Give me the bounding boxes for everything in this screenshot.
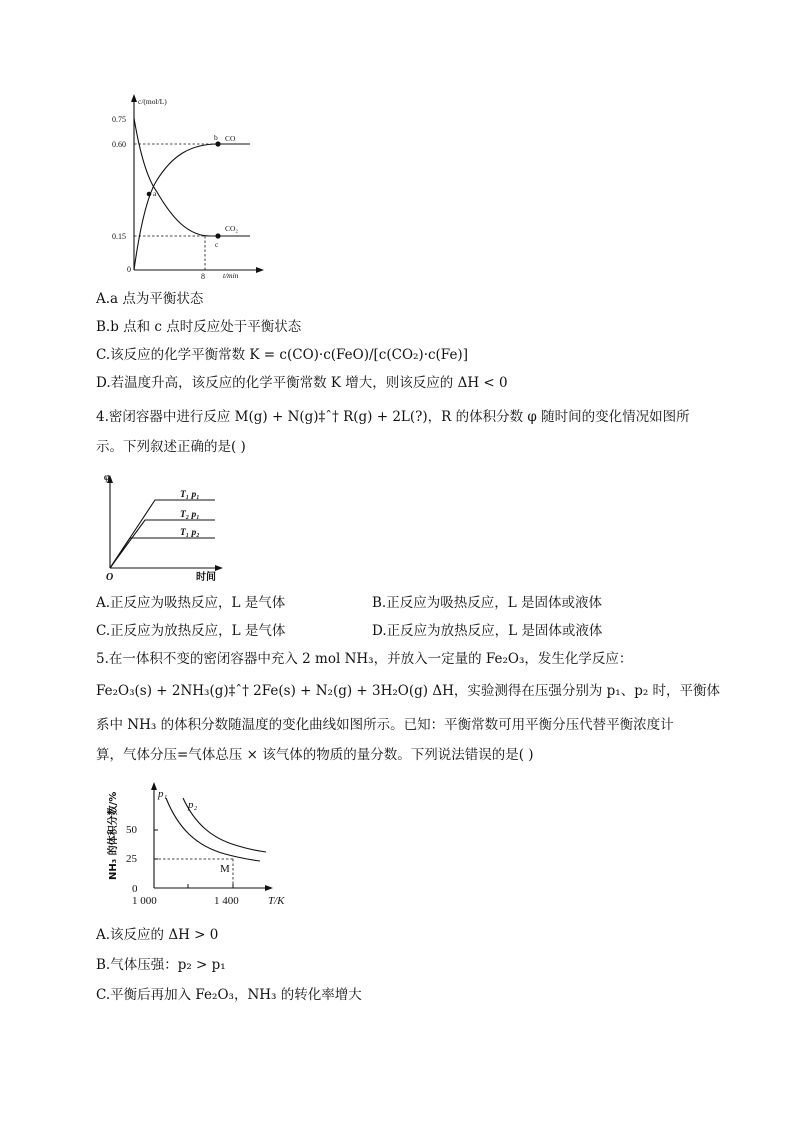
q5-ytick-0: 0	[132, 883, 138, 895]
q5-option-b: B.气体压强：p₂ > p₁	[96, 957, 226, 973]
q3-ytick-075: 0.75	[112, 115, 126, 124]
q3-concentration-chart	[110, 92, 270, 282]
q5-nh3-fraction-chart	[100, 780, 300, 914]
q4-curve-t1p2-label: T₁ p₂	[180, 528, 200, 538]
q5-xtick-1000: 1 000	[132, 895, 157, 907]
q3-x-axis-arrow	[256, 267, 264, 273]
q4-option-c: C.正反应为放热反应，L 是气体	[96, 623, 286, 639]
q4-origin-label: O	[106, 572, 114, 583]
q4-option-d: D.正反应为放热反应，L 是固体或液体	[372, 623, 603, 639]
q5-x-axis-arrow	[265, 885, 273, 891]
q4-x-label: 时间	[196, 572, 216, 583]
q4-option-b: B.正反应为吸热反应，L 是固体或液体	[372, 595, 602, 611]
q5-curve-p1-label: p₁	[158, 788, 168, 800]
q5-stem-line-3: 系中 NH₃ 的体积分数随温度的变化曲线如图所示。已知：平衡常数可用平衡分压代替平衡浓度计	[96, 717, 674, 733]
q3-y-axis-label: c/(mol/L)	[138, 97, 167, 106]
q4-stem-line-1: 4.密闭容器中进行反应 M(g) + N(g)‡ˆ† R(g) + 2L(?)，R 的体积分数 φ 随时间的变化情况如图所	[96, 409, 690, 425]
q3-point-b-label: b	[214, 133, 218, 142]
q3-point-b	[215, 141, 220, 146]
q3-point-a-label: a	[153, 189, 157, 198]
q3-ytick-015: 0.15	[112, 232, 126, 241]
q3-curve-co	[134, 144, 250, 270]
q4-x-axis-arrow	[215, 565, 223, 571]
q5-curve-p2-label: p₂	[188, 799, 198, 811]
q4-curve-t1p1-label: T₁ p₁	[180, 490, 200, 500]
q5-y-axis-arrow	[151, 782, 157, 790]
q4-volume-fraction-chart	[100, 468, 230, 586]
q3-option-d: D.若温度升高，该反应的化学平衡常数 K 增大，则该反应的 ΔH < 0	[96, 375, 508, 391]
q3-y-axis-arrow	[131, 94, 137, 102]
q5-stem-line-1: 5.在一体积不变的密闭容器中充入 2 mol NH₃，并放入一定量的 Fe₂O₃，发生化学反应：	[96, 651, 633, 667]
q3-x-axis-label: t/min	[223, 271, 239, 280]
q3-point-c	[215, 233, 220, 238]
q3-series-co2-label: CO₂	[225, 224, 239, 233]
q4-option-a: A.正反应为吸热反应，L 是气体	[96, 595, 286, 611]
q5-y-label: NH₃ 的体积分数/%	[108, 791, 119, 880]
q5-option-a: A.该反应的 ΔH > 0	[96, 927, 219, 943]
q4-stem-line-2: 示。下列叙述正确的是( )	[96, 439, 246, 455]
q5-option-c: C.平衡后再加入 Fe₂O₃，NH₃ 的转化率增大	[96, 987, 362, 1003]
q3-point-c-label: c	[215, 240, 219, 249]
q3-xtick-0: 0	[127, 265, 131, 274]
q5-stem-line-2: Fe₂O₃(s) + 2NH₃(g)‡ˆ† 2Fe(s) + N₂(g) + 3H₂O(g) ΔH，实验测得在压强分别为 p₁、p₂ 时，平衡体	[96, 683, 721, 699]
q4-curve-t1p2	[110, 538, 215, 568]
q4-y-label: φ	[104, 472, 110, 483]
q3-xtick-8: 8	[201, 272, 205, 281]
q5-point-m-label: M	[220, 863, 230, 875]
q5-stem-line-4: 算，气体分压=气体总压 × 该气体的物质的量分数。下列说法错误的是( )	[96, 747, 534, 763]
q3-option-b: B.b 点和 c 点时反应处于平衡状态	[96, 319, 302, 335]
q5-curve-p1	[166, 798, 260, 861]
q3-point-a	[147, 192, 152, 197]
q3-option-a: A.a 点为平衡状态	[96, 291, 204, 307]
q5-ytick-50: 50	[126, 824, 137, 836]
q3-ytick-060: 0.60	[112, 140, 126, 149]
q3-option-c: C.该反应的化学平衡常数 K = c(CO)·c(FeO)/[c(CO₂)·c(Fe)]	[96, 347, 468, 363]
q5-xtick-1400: 1 400	[214, 895, 239, 907]
q5-ytick-25: 25	[126, 853, 137, 865]
q3-series-co-label: CO	[225, 134, 236, 143]
q5-x-label: T/K	[268, 895, 285, 907]
q4-curve-t2p1-label: T₂ p₁	[180, 510, 200, 520]
